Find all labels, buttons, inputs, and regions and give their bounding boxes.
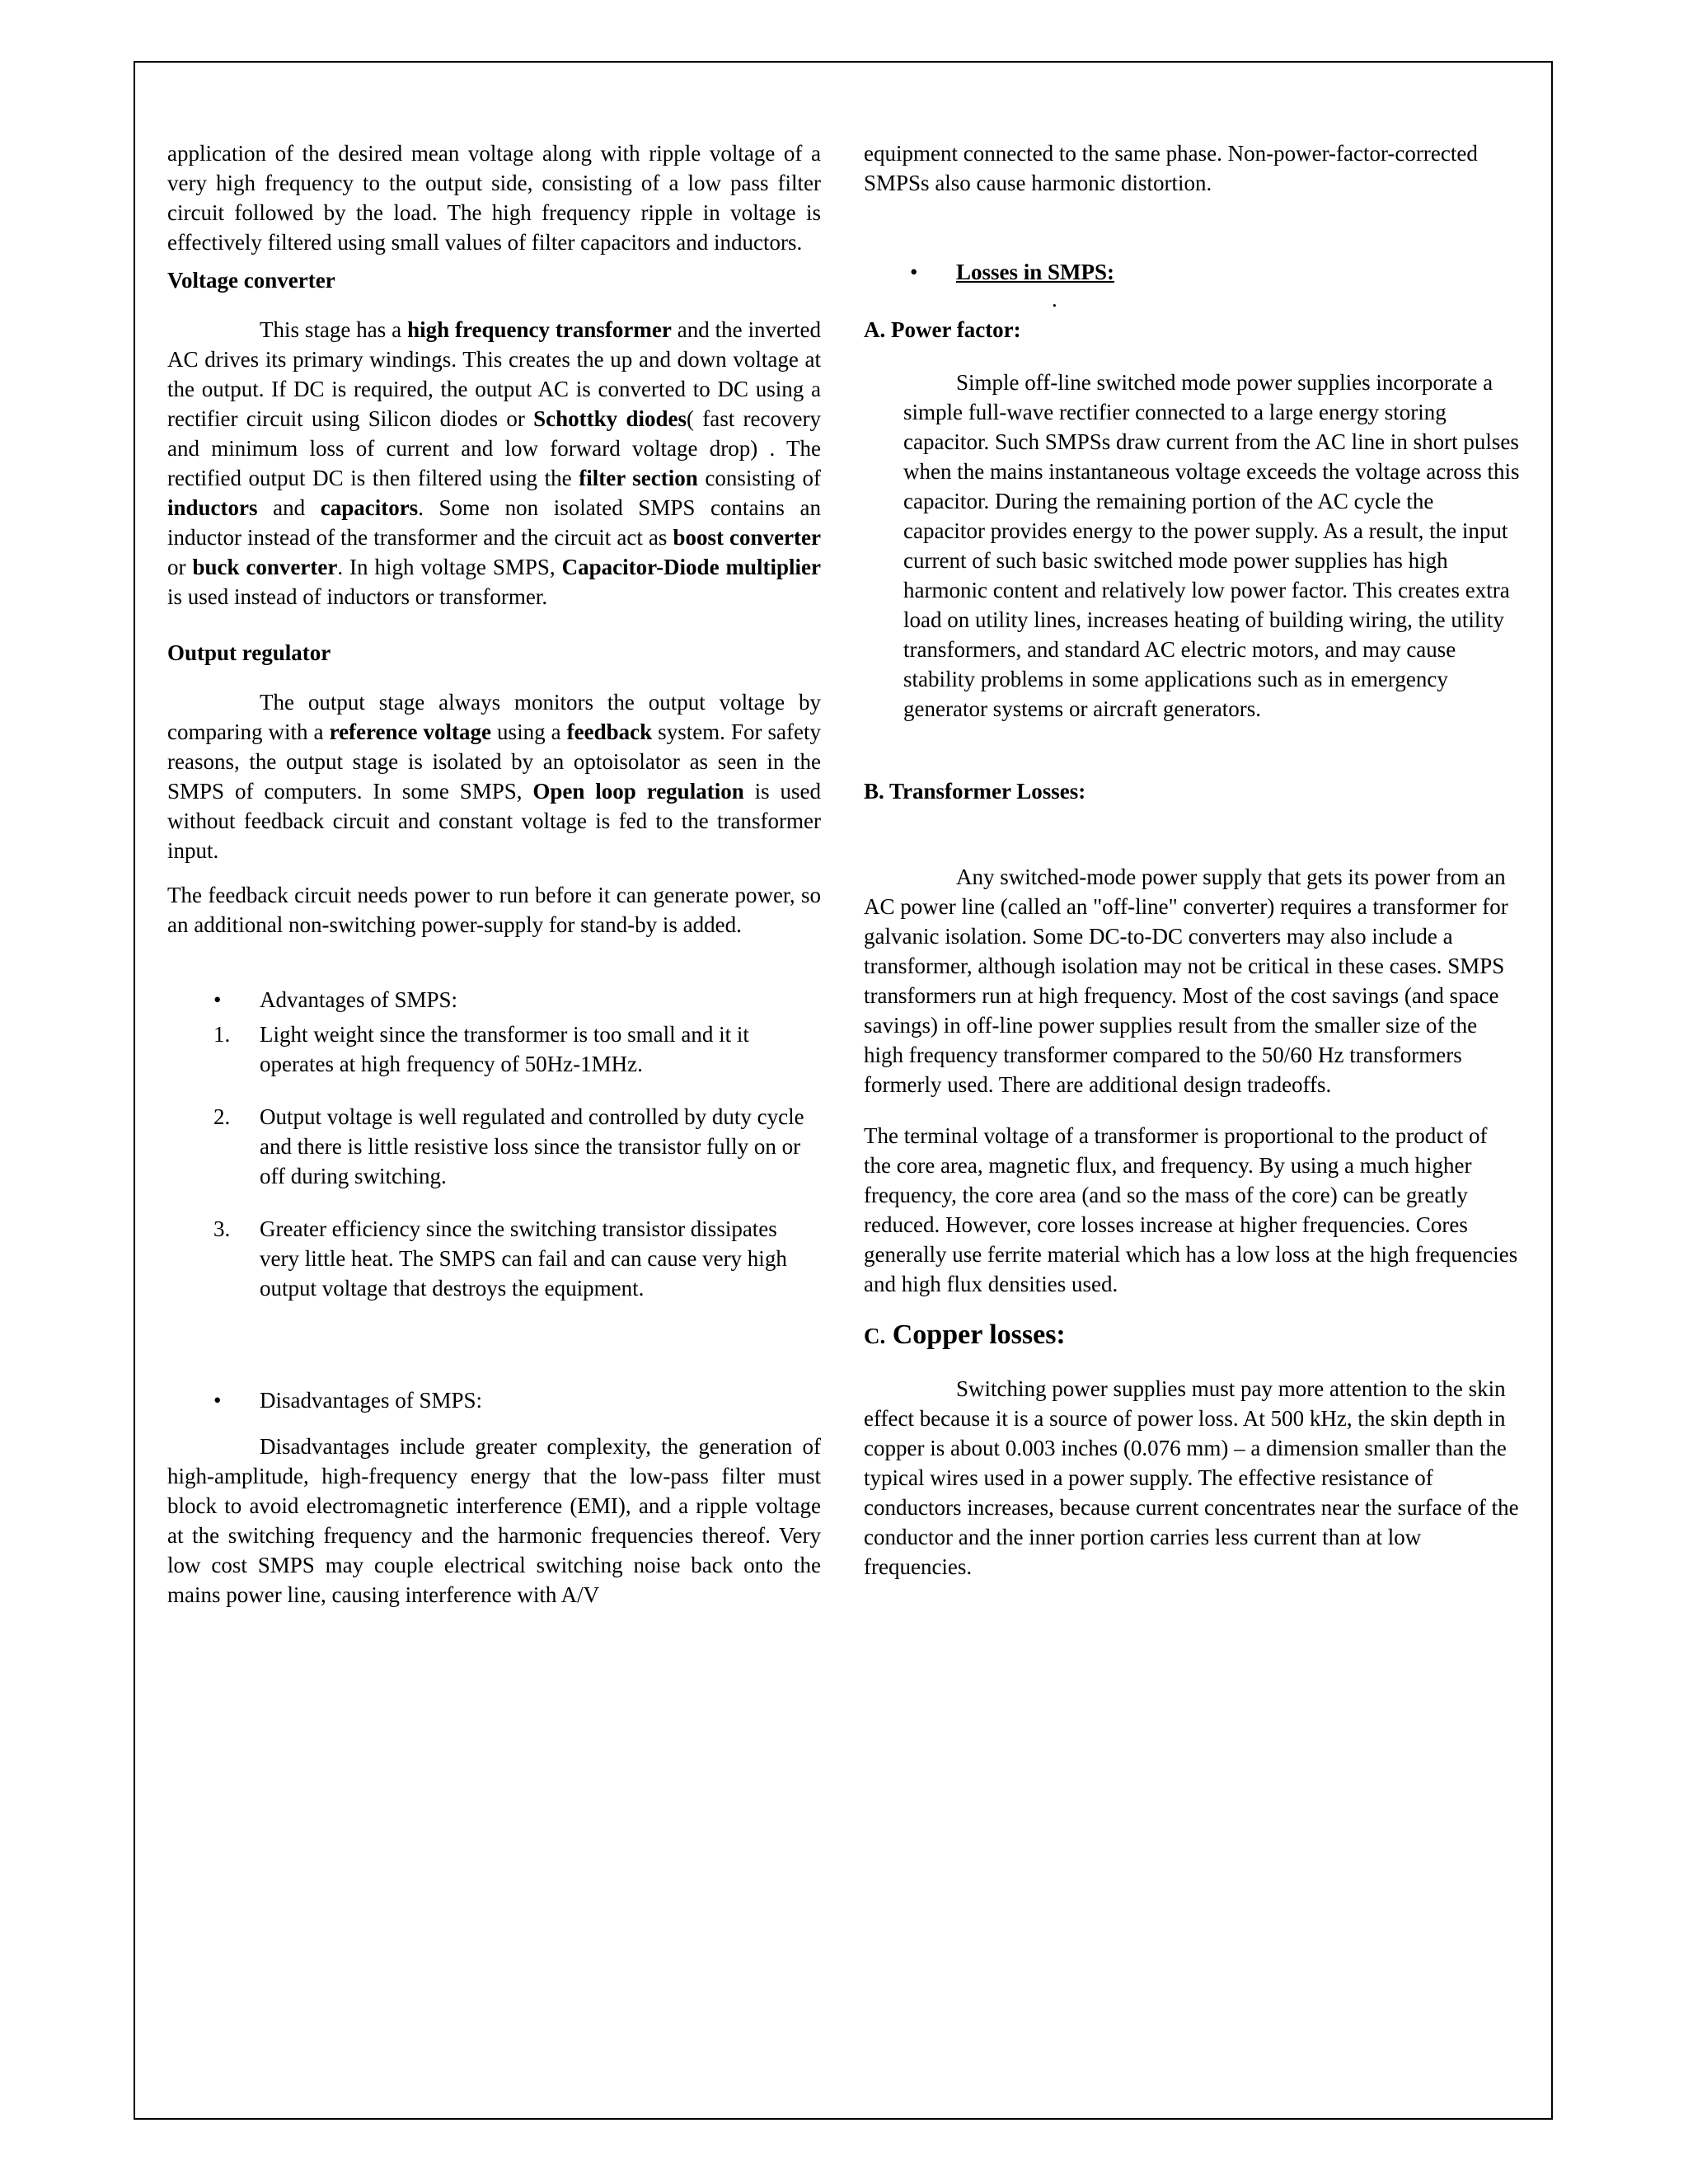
list-item: 1. Light weight since the transformer is too small and it it operates at high frequency of 50Hz-1MHz.: [213, 1022, 749, 1076]
list-item: 2. Output voltage is well regulated and controlled by duty cycle and there is little resistive loss since the transistor fully on or off during switching.: [213, 1104, 804, 1188]
paragraph-power-factor: Simple off-line switched mode power supplies incorporate a simple full-wave rectifier connected to a large energy storing capacitor. Such SMPSs draw current from the AC line in short pulses when the mains instantaneous voltage exceeds the voltage across this capacitor. During the remaining portion of the AC cycle the capacitor provides energy to the power supply. As a result, the input current of such basic switched mode power supplies has high harmonic content and relatively low power factor. This creates extra load on utility lines, increases heating of building wiring, the utility transformers, and standard AC electric motors, and may cause stability problems in some applications such as in emergency generator systems or aircraft generators.: [903, 370, 1520, 721]
paragraph-continued: equipment connected to the same phase. Non-power-factor-corrected SMPSs also cause harmonic distortion.: [864, 141, 1478, 195]
paragraph-feedback: The feedback circuit needs power to run before it can generate power, so an additional non-switching power-supply for stand-by is added.: [167, 883, 821, 937]
heading-transformer-losses: B. Transformer Losses:: [864, 779, 1086, 804]
advantages-bullet: • Advantages of SMPS:: [167, 985, 821, 1015]
stray-dot: .: [1052, 287, 1057, 312]
paragraph-disadvantages: Disadvantages include greater complexity, the generation of high-amplitude, high-frequency energy that the low-pass filter must block to avoid electromagnetic interference (EMI), and a ripple voltage at the switching frequency and the harmonic frequencies thereof. Very low cost SMPS may couple electrical switching noise back onto the mains power line, causing interference with A/V: [167, 1434, 821, 1607]
heading-power-factor: A. Power factor:: [864, 317, 1021, 342]
left-column: [167, 138, 821, 1610]
losses-bullet: • Losses in SMPS:: [864, 257, 1520, 287]
list-item: 3. Greater efficiency since the switching transistor dissipates very little heat. The SMPS can fail and can cause very high output voltage that destroys the equipment.: [213, 1216, 787, 1301]
paragraph-voltage-converter: This stage has a high frequency transformer and the inverted AC drives its primary windings. This creates the up and down voltage at the output. If DC is required, the output AC is converted to DC using a rectifier circuit using Silicon diodes or Schottky diodes( fast recovery and minimum loss of current and low forward voltage drop) . The rectified output DC is then filtered using the filter section consisting of inductors and capacitors. Some non isolated SMPS contains an inductor instead of the transformer and the circuit act as boost converter or buck converter. In high voltage SMPS, Capacitor-Diode multiplier is used instead of inductors or transformer.: [167, 317, 822, 609]
heading-voltage-converter: Voltage converter: [167, 268, 335, 293]
right-column: [864, 138, 1520, 1582]
paragraph-transformer-1: Any switched-mode power supply that gets its power from an AC power line (called an "off-line" converter) requires a transformer for galvanic isolation. Some DC-to-DC converters may also include a transformer, although isolation may not be critical in these cases. SMPS transformers run at high frequency. Most of the cost savings (and space savings) in off-line power supplies result from the smaller size of the high frequency transformer compared to the 50/60 Hz transformers formerly used. There are additional design tradeoffs.: [864, 865, 1508, 1097]
paragraph-copper-losses: Switching power supplies must pay more attention to the skin effect because it is a source of power loss. At 500 kHz, the skin depth in copper is about 0.003 inches (0.076 mm) – a dimension smaller than the typical wires used in a power supply. The effective resistance of conductors increases, because current concentrates near the surface of the conductor and the inner portion carries less current than at low frequencies.: [864, 1376, 1519, 1579]
bullet-icon: •: [910, 260, 918, 284]
paragraph-transformer-2: The terminal voltage of a transformer is proportional to the product of the core area, magnetic flux, and frequency. By using a much higher frequency, the core area (and so the mass of the core) can be greatly reduced. However, core losses increase at higher frequencies. Cores generally use ferrite material which has a low loss at the high frequencies and high flux densities used.: [864, 1123, 1518, 1296]
bullet-icon: •: [213, 1388, 222, 1413]
heading-copper-losses: C. Copper losses:: [864, 1319, 1066, 1350]
paragraph-output-regulator: The output stage always monitors the output voltage by comparing with a reference voltage using a feedback system. For safety reasons, the output stage is isolated by an optoisolator as seen in the SMPS of computers. In some SMPS, Open loop regulation is used without feedback circuit and constant voltage is fed to the transformer input.: [167, 690, 821, 863]
paragraph-continued: application of the desired mean voltage along with ripple voltage of a very high frequency to the output side, consisting of a low pass filter circuit followed by the load. The high frequency ripple in voltage is effectively filtered using small values of filter capacitors and inductors.: [167, 141, 821, 255]
heading-output-regulator: Output regulator: [167, 640, 331, 665]
disadvantages-bullet: • Disadvantages of SMPS:: [167, 1385, 821, 1415]
bullet-icon: •: [213, 987, 222, 1012]
